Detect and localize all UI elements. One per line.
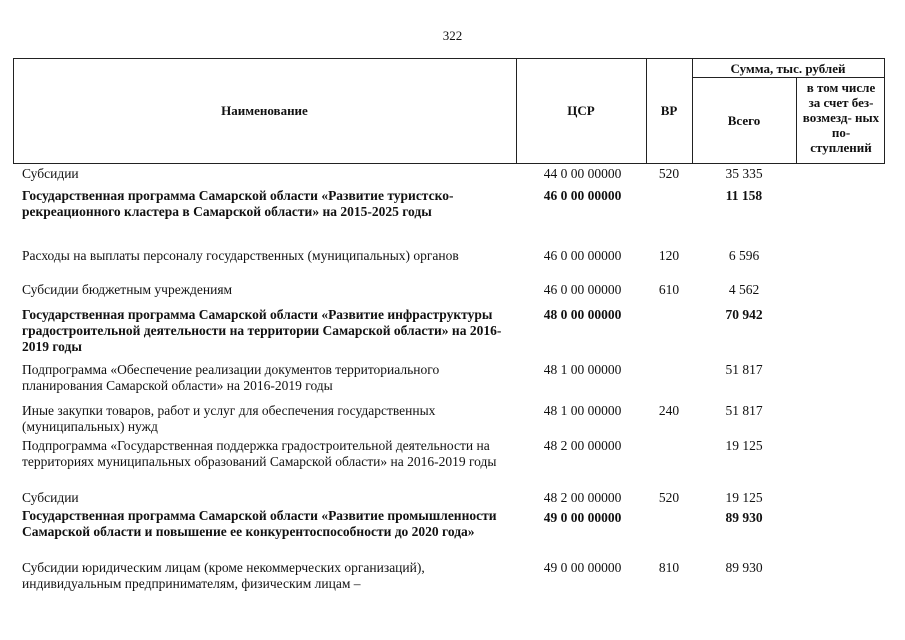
row-name: Субсидии бюджетным учреждениям bbox=[22, 282, 233, 297]
row-csr: 48 1 00 00000 bbox=[543, 403, 622, 418]
row-csr: 48 0 00 00000 bbox=[543, 307, 622, 322]
row-total: 6 596 bbox=[728, 248, 760, 263]
row-csr: 48 1 00 00000 bbox=[543, 362, 622, 377]
row-vr: 520 bbox=[658, 490, 680, 505]
row-csr: 46 0 00 00000 bbox=[543, 282, 622, 297]
row-name: Субсидии bbox=[22, 490, 79, 505]
row-csr: 49 0 00 00000 bbox=[543, 510, 622, 525]
row-total: 51 817 bbox=[725, 403, 763, 418]
header-vr: ВР bbox=[660, 103, 678, 118]
row-csr: 46 0 00 00000 bbox=[543, 188, 622, 203]
row-total: 19 125 bbox=[725, 490, 763, 505]
row-csr: 46 0 00 00000 bbox=[543, 248, 622, 263]
row-total: 89 930 bbox=[725, 510, 763, 525]
row-name: Государственная программа Самарской области «Развитие промышленности Самарской области и повышение ее конкурентоспособности до 2020 года» bbox=[22, 508, 497, 539]
row-name: Субсидии юридическим лицам (кроме некоммерческих организаций), индивидуальным предпринимателям, физическим лицам – bbox=[22, 560, 425, 591]
row-name: Расходы на выплаты персоналу государственных (муниципальных) органов bbox=[22, 248, 459, 263]
row-total: 35 335 bbox=[725, 166, 763, 181]
row-vr: 520 bbox=[658, 166, 680, 181]
row-name: Подпрограмма «Государственная поддержка градостроительной деятельности на территориях муниципальных образований Самарской области» на 2016-2019 годы bbox=[22, 438, 497, 469]
header-bottom-border bbox=[13, 163, 884, 164]
header-csr: ЦСР bbox=[567, 103, 595, 118]
header-name: Наименование bbox=[221, 103, 308, 118]
row-vr: 120 bbox=[658, 248, 680, 263]
row-total: 19 125 bbox=[725, 438, 763, 453]
row-name: Субсидии bbox=[22, 166, 79, 181]
row-vr: 810 bbox=[658, 560, 680, 575]
row-csr: 48 2 00 00000 bbox=[543, 438, 622, 453]
row-vr: 610 bbox=[658, 282, 680, 297]
row-name: Подпрограмма «Обеспечение реализации документов территориального планирования Самарской области» на 2016-2019 годы bbox=[22, 362, 440, 393]
col-divider-including bbox=[796, 77, 797, 164]
row-name: Государственная программа Самарской области «Развитие туристско-рекреационного кластера в Самарской области» на 2015-2025 годы bbox=[22, 188, 454, 219]
row-vr: 240 bbox=[658, 403, 680, 418]
row-name: Иные закупки товаров, работ и услуг для обеспечения государственных (муниципальных) нужд bbox=[22, 403, 436, 434]
page-number: 322 bbox=[442, 28, 463, 43]
row-csr: 44 0 00 00000 bbox=[543, 166, 622, 181]
header-sum: Сумма, тыс. рублей bbox=[730, 61, 846, 76]
row-total: 51 817 bbox=[725, 362, 763, 377]
row-csr: 48 2 00 00000 bbox=[543, 490, 622, 505]
sum-subheader-border bbox=[692, 77, 884, 78]
row-total: 70 942 bbox=[725, 307, 763, 322]
row-total: 89 930 bbox=[725, 560, 763, 575]
row-name: Государственная программа Самарской области «Развитие инфраструктуры градостроительной деятельности на территории Самарской области» на 2016-2019 годы bbox=[22, 307, 502, 354]
row-total: 4 562 bbox=[728, 282, 760, 297]
header-including: в том числе за счет без- возмезд- ных по- ступлений bbox=[802, 80, 880, 155]
header-total: Всего bbox=[727, 113, 761, 128]
row-csr: 49 0 00 00000 bbox=[543, 560, 622, 575]
header-top-border bbox=[13, 58, 884, 59]
row-total: 11 158 bbox=[725, 188, 763, 203]
header-right-border bbox=[884, 58, 885, 164]
